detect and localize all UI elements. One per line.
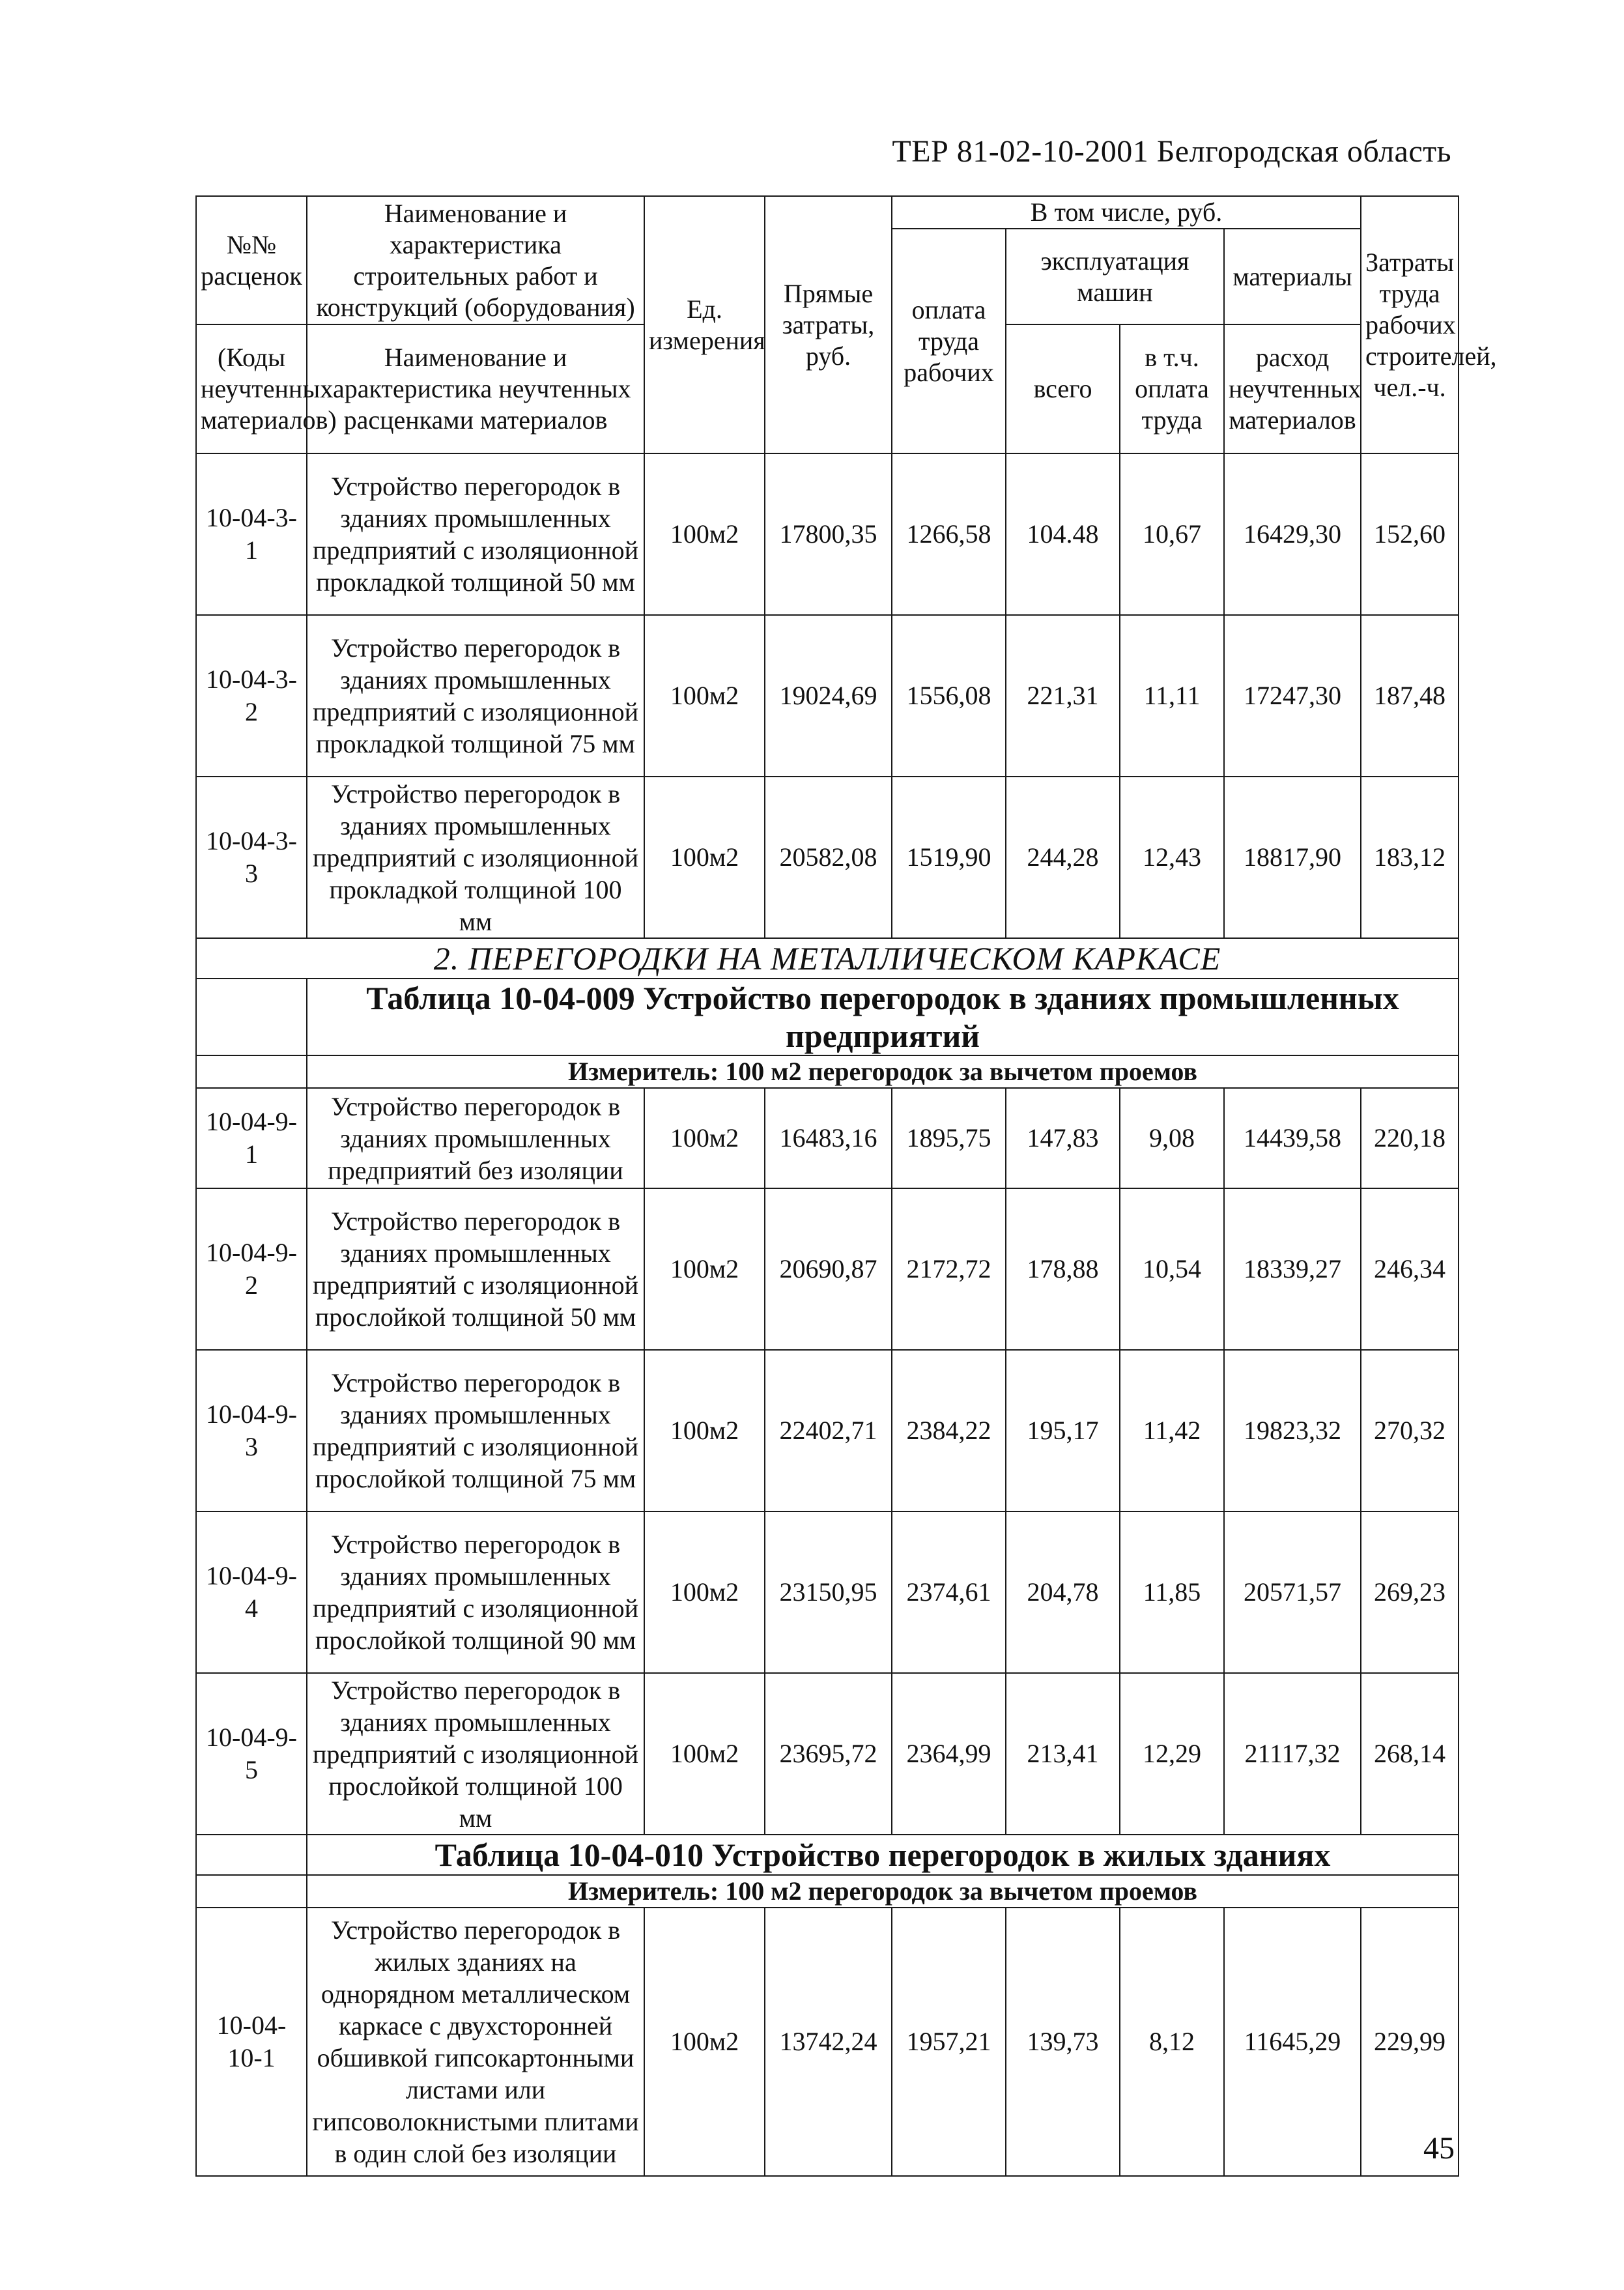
table-row [196,1188,1459,1350]
row-direct: 20582,08 [765,777,892,938]
row-machines: 178,88 [1006,1188,1120,1350]
row-unit: 100м2 [644,615,765,777]
row-materials: 16429,30 [1224,453,1361,615]
row-name: Устройство перегородок в зданиях промышленных предприятий без изоляции [307,1088,644,1188]
row-materials: 17247,30 [1224,615,1361,777]
empty-cell [196,1835,307,1875]
table-row [196,453,1459,615]
row-machines-pay: 9,08 [1120,1088,1224,1188]
row-direct: 23695,72 [765,1673,892,1835]
row-unit: 100м2 [644,1350,765,1511]
row-machines-pay: 12,29 [1120,1673,1224,1835]
row-machines-pay: 8,12 [1120,1908,1224,2176]
row-labor: 1895,75 [892,1088,1006,1188]
row-unit: 100м2 [644,777,765,938]
row-labor: 1556,08 [892,615,1006,777]
row-materials: 14439,58 [1224,1088,1361,1188]
row-direct: 13742,24 [765,1908,892,2176]
header-consumption: расход неучтенных материалов [1224,324,1361,453]
row-name: Устройство перегородок в зданиях промышленных предприятий с изоляционной прокладкой толщиной 100 мм [307,777,644,938]
row-machines: 104.48 [1006,453,1120,615]
row-direct: 22402,71 [765,1350,892,1511]
row-labor-cost: 268,14 [1361,1673,1459,1835]
row-name: Устройство перегородок в зданиях промышленных предприятий с изоляционной прослойкой толщиной 50 мм [307,1188,644,1350]
page-number: 45 [1423,2131,1455,2166]
table-row [196,777,1459,938]
row-code: 10-04-9-1 [196,1088,307,1188]
row-labor: 1519,90 [892,777,1006,938]
row-unit: 100м2 [644,1908,765,2176]
row-labor-cost: 229,99 [1361,1908,1459,2176]
row-labor: 2374,61 [892,1511,1006,1673]
empty-cell [196,1055,307,1088]
row-labor-cost: 187,48 [1361,615,1459,777]
row-machines-pay: 11,42 [1120,1350,1224,1511]
header-labor-cost: Затраты труда рабочих строителей, чел.-ч. [1361,196,1459,453]
row-machines-pay: 11,11 [1120,615,1224,777]
empty-cell [196,1875,307,1908]
row-labor: 1957,21 [892,1908,1006,2176]
row-direct: 19024,69 [765,615,892,777]
row-machines-pay: 11,85 [1120,1511,1224,1673]
row-direct: 17800,35 [765,453,892,615]
table-009-measure: Измеритель: 100 м2 перегородок за вычетом проемов [307,1055,1459,1088]
row-materials: 20571,57 [1224,1511,1361,1673]
table-title-row [196,979,1459,1055]
section-heading: 2. ПЕРЕГОРОДКИ НА МЕТАЛЛИЧЕСКОМ КАРКАСЕ [196,938,1459,979]
empty-cell [196,979,307,1055]
header-machines: эксплуатация машин [1006,229,1224,324]
header-materials: материалы [1224,229,1361,324]
table-row [196,1350,1459,1511]
row-labor-cost: 183,12 [1361,777,1459,938]
row-name: Устройство перегородок в зданиях промышленных предприятий с изоляционной прокладкой толщиной 50 мм [307,453,644,615]
table-009-title: Таблица 10-04-009 Устройство перегородок в зданиях промышленных предприятий [307,979,1459,1055]
header-row-1 [196,196,1459,229]
row-machines: 221,31 [1006,615,1120,777]
row-name: Устройство перегородок в зданиях промышленных предприятий с изоляционной прослойкой толщиной 90 мм [307,1511,644,1673]
row-direct: 16483,16 [765,1088,892,1188]
row-materials: 18817,90 [1224,777,1361,938]
row-materials: 11645,29 [1224,1908,1361,2176]
measure-row [196,1875,1459,1908]
header-name: Наименование и характеристика строительных работ и конструкций (оборудования) [307,196,644,324]
row-materials: 21117,32 [1224,1673,1361,1835]
row-code: 10-04-3-3 [196,777,307,938]
measure-row [196,1055,1459,1088]
row-name: Устройство перегородок в зданиях промышленных предприятий с изоляционной прокладкой толщиной 75 мм [307,615,644,777]
header-code-sub: (Коды неучтенных материалов) [196,324,307,453]
header-code: №№ расценок [196,196,307,324]
row-labor-cost: 269,23 [1361,1511,1459,1673]
header-machines-total: всего [1006,324,1120,453]
table-title-row [196,1835,1459,1875]
row-direct: 20690,87 [765,1188,892,1350]
row-labor-cost: 270,32 [1361,1350,1459,1511]
row-name: Устройство перегородок в зданиях промышленных предприятий с изоляционной прослойкой толщиной 100 мм [307,1673,644,1835]
row-machines: 139,73 [1006,1908,1120,2176]
row-code: 10-04-10-1 [196,1908,307,2176]
row-code: 10-04-9-5 [196,1673,307,1835]
row-code: 10-04-3-2 [196,615,307,777]
row-labor-cost: 220,18 [1361,1088,1459,1188]
header-machines-pay: в т.ч. оплата труда [1120,324,1224,453]
table-row [196,1511,1459,1673]
table-010-title: Таблица 10-04-010 Устройство перегородок в жилых зданиях [307,1835,1459,1875]
row-labor-cost: 246,34 [1361,1188,1459,1350]
row-labor-cost: 152,60 [1361,453,1459,615]
row-machines: 195,17 [1006,1350,1120,1511]
document-title: ТЕР 81-02-10-2001 Белгородская область [892,134,1451,169]
header-direct: Прямые затраты, руб. [765,196,892,453]
row-code: 10-04-9-4 [196,1511,307,1673]
table-row [196,1088,1459,1188]
row-machines: 244,28 [1006,777,1120,938]
header-name-sub: Наименование и характеристика неучтенных расценками материалов [307,324,644,453]
row-labor: 1266,58 [892,453,1006,615]
row-machines-pay: 10,54 [1120,1188,1224,1350]
row-unit: 100м2 [644,1511,765,1673]
row-unit: 100м2 [644,1673,765,1835]
table-010-measure: Измеритель: 100 м2 перегородок за вычетом проемов [307,1875,1459,1908]
row-materials: 19823,32 [1224,1350,1361,1511]
section-row [196,938,1459,979]
row-unit: 100м2 [644,453,765,615]
row-labor: 2384,22 [892,1350,1006,1511]
header-unit: Ед. измерения [644,196,765,453]
row-name: Устройство перегородок в зданиях промышленных предприятий с изоляционной прослойкой толщиной 75 мм [307,1350,644,1511]
row-code: 10-04-9-2 [196,1188,307,1350]
row-direct: 23150,95 [765,1511,892,1673]
row-machines: 147,83 [1006,1088,1120,1188]
row-unit: 100м2 [644,1088,765,1188]
row-machines: 204,78 [1006,1511,1120,1673]
row-machines-pay: 10,67 [1120,453,1224,615]
row-unit: 100м2 [644,1188,765,1350]
header-incl: В том числе, руб. [892,196,1361,229]
row-labor: 2364,99 [892,1673,1006,1835]
table-row [196,1673,1459,1835]
row-code: 10-04-9-3 [196,1350,307,1511]
row-machines-pay: 12,43 [1120,777,1224,938]
row-materials: 18339,27 [1224,1188,1361,1350]
row-machines: 213,41 [1006,1673,1120,1835]
rates-table [195,195,1497,2177]
row-labor: 2172,72 [892,1188,1006,1350]
table-row [196,1908,1459,2176]
row-name: Устройство перегородок в жилых зданиях на однорядном металлическом каркасе с двухсторонней обшивкой гипсокартонными листами или гипсоволокнистыми плитами в один слой без изоляции [307,1908,644,2176]
table-row [196,615,1459,777]
row-code: 10-04-3-1 [196,453,307,615]
header-labor-pay: оплата труда рабочих [892,229,1006,453]
